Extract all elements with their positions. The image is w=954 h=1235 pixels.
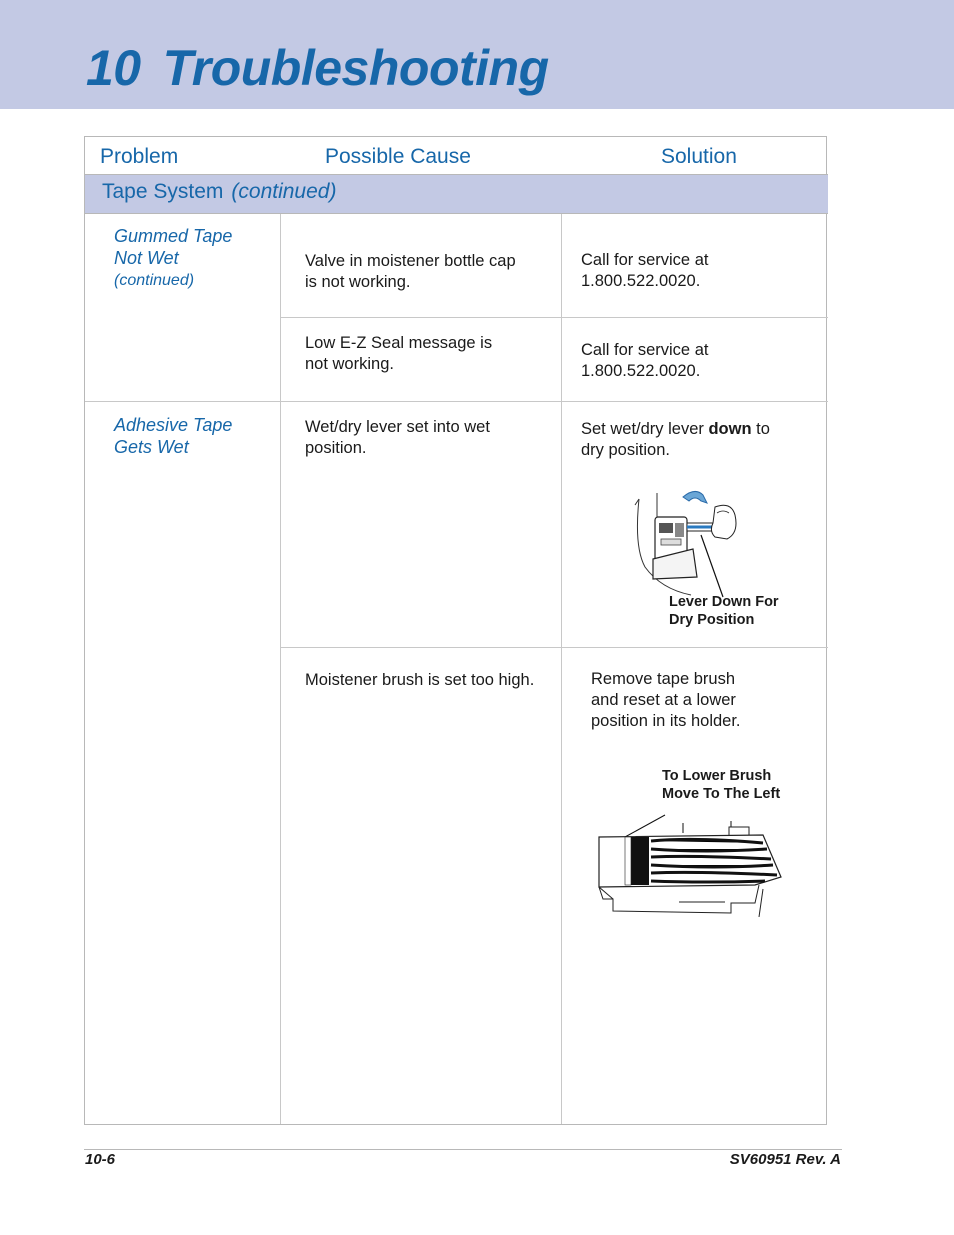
problem-line: Gummed Tape (114, 226, 233, 246)
solution-line: Call for service at (581, 341, 709, 359)
chapter-header-band (0, 0, 954, 109)
cause-line: Wet/dry lever set into wet (305, 418, 490, 436)
troubleshooting-table (84, 136, 827, 1125)
solution-line: 1.800.522.0020. (581, 362, 701, 380)
caption-line: Move To The Left (662, 786, 781, 802)
cause-brush-too-high (305, 670, 534, 691)
chapter-title-text: Troubleshooting (162, 40, 549, 96)
problem-gummed-tape-not-wet (114, 225, 232, 292)
solution-line: 1.800.522.0020. (581, 272, 701, 290)
section-continued: (continued) (231, 180, 337, 203)
section-title (102, 180, 336, 204)
solution-line: Call for service at (581, 251, 709, 269)
problem-line: Not Wet (114, 248, 179, 268)
row-divider (281, 317, 828, 318)
solution-line: to (751, 420, 770, 438)
row-divider (85, 401, 828, 402)
solution-reset-brush (591, 669, 741, 732)
document-id: SV60951 Rev. A (729, 1151, 841, 1168)
page-number: 10-6 (85, 1151, 116, 1168)
column-divider (280, 214, 281, 1124)
section-band (85, 174, 828, 214)
solution-line: Set wet/dry lever (581, 420, 709, 438)
solution-call-service (581, 250, 708, 292)
tape-brush-illustration-icon (595, 807, 795, 917)
solution-emphasis: down (708, 420, 752, 438)
column-header-problem: Problem (100, 145, 179, 168)
problem-line: Gets Wet (114, 437, 189, 457)
solution-line: position in its holder. (591, 712, 741, 730)
solution-line: dry position. (581, 441, 670, 459)
cause-line: position. (305, 439, 367, 457)
footer-rule (84, 1149, 842, 1150)
brush-figure-caption (662, 767, 780, 803)
caption-line: To Lower Brush (662, 768, 772, 784)
lever-figure-caption (669, 593, 779, 629)
cause-valve-not-working (305, 251, 516, 293)
cause-line: Low E-Z Seal message is (305, 334, 493, 352)
chapter-title (86, 38, 549, 98)
solution-line: and reset at a lower (591, 691, 736, 709)
problem-continued: (continued) (114, 272, 195, 289)
problem-adhesive-tape-gets-wet (114, 414, 232, 458)
cause-line: not working. (305, 355, 394, 373)
column-divider (561, 214, 562, 1124)
solution-call-service (581, 340, 708, 382)
problem-line: Adhesive Tape (114, 415, 233, 435)
chapter-number: 10 (86, 40, 141, 96)
caption-line: Lever Down For (669, 594, 779, 610)
wet-dry-lever-illustration-icon (631, 487, 751, 602)
cause-line: is not working. (305, 273, 411, 291)
caption-line: Dry Position (669, 612, 755, 628)
cause-lever-set-wet (305, 417, 490, 459)
solution-set-lever-down (581, 419, 770, 461)
cause-line: Valve in moistener bottle cap (305, 252, 516, 270)
column-header-solution: Solution (661, 145, 737, 168)
cause-low-ez-seal-message (305, 333, 492, 375)
section-title-text: Tape System (102, 180, 224, 203)
row-divider (281, 647, 828, 648)
cause-line: Moistener brush is set too high. (305, 671, 535, 689)
solution-line: Remove tape brush (591, 670, 735, 688)
column-header-possible-cause: Possible Cause (325, 145, 471, 168)
